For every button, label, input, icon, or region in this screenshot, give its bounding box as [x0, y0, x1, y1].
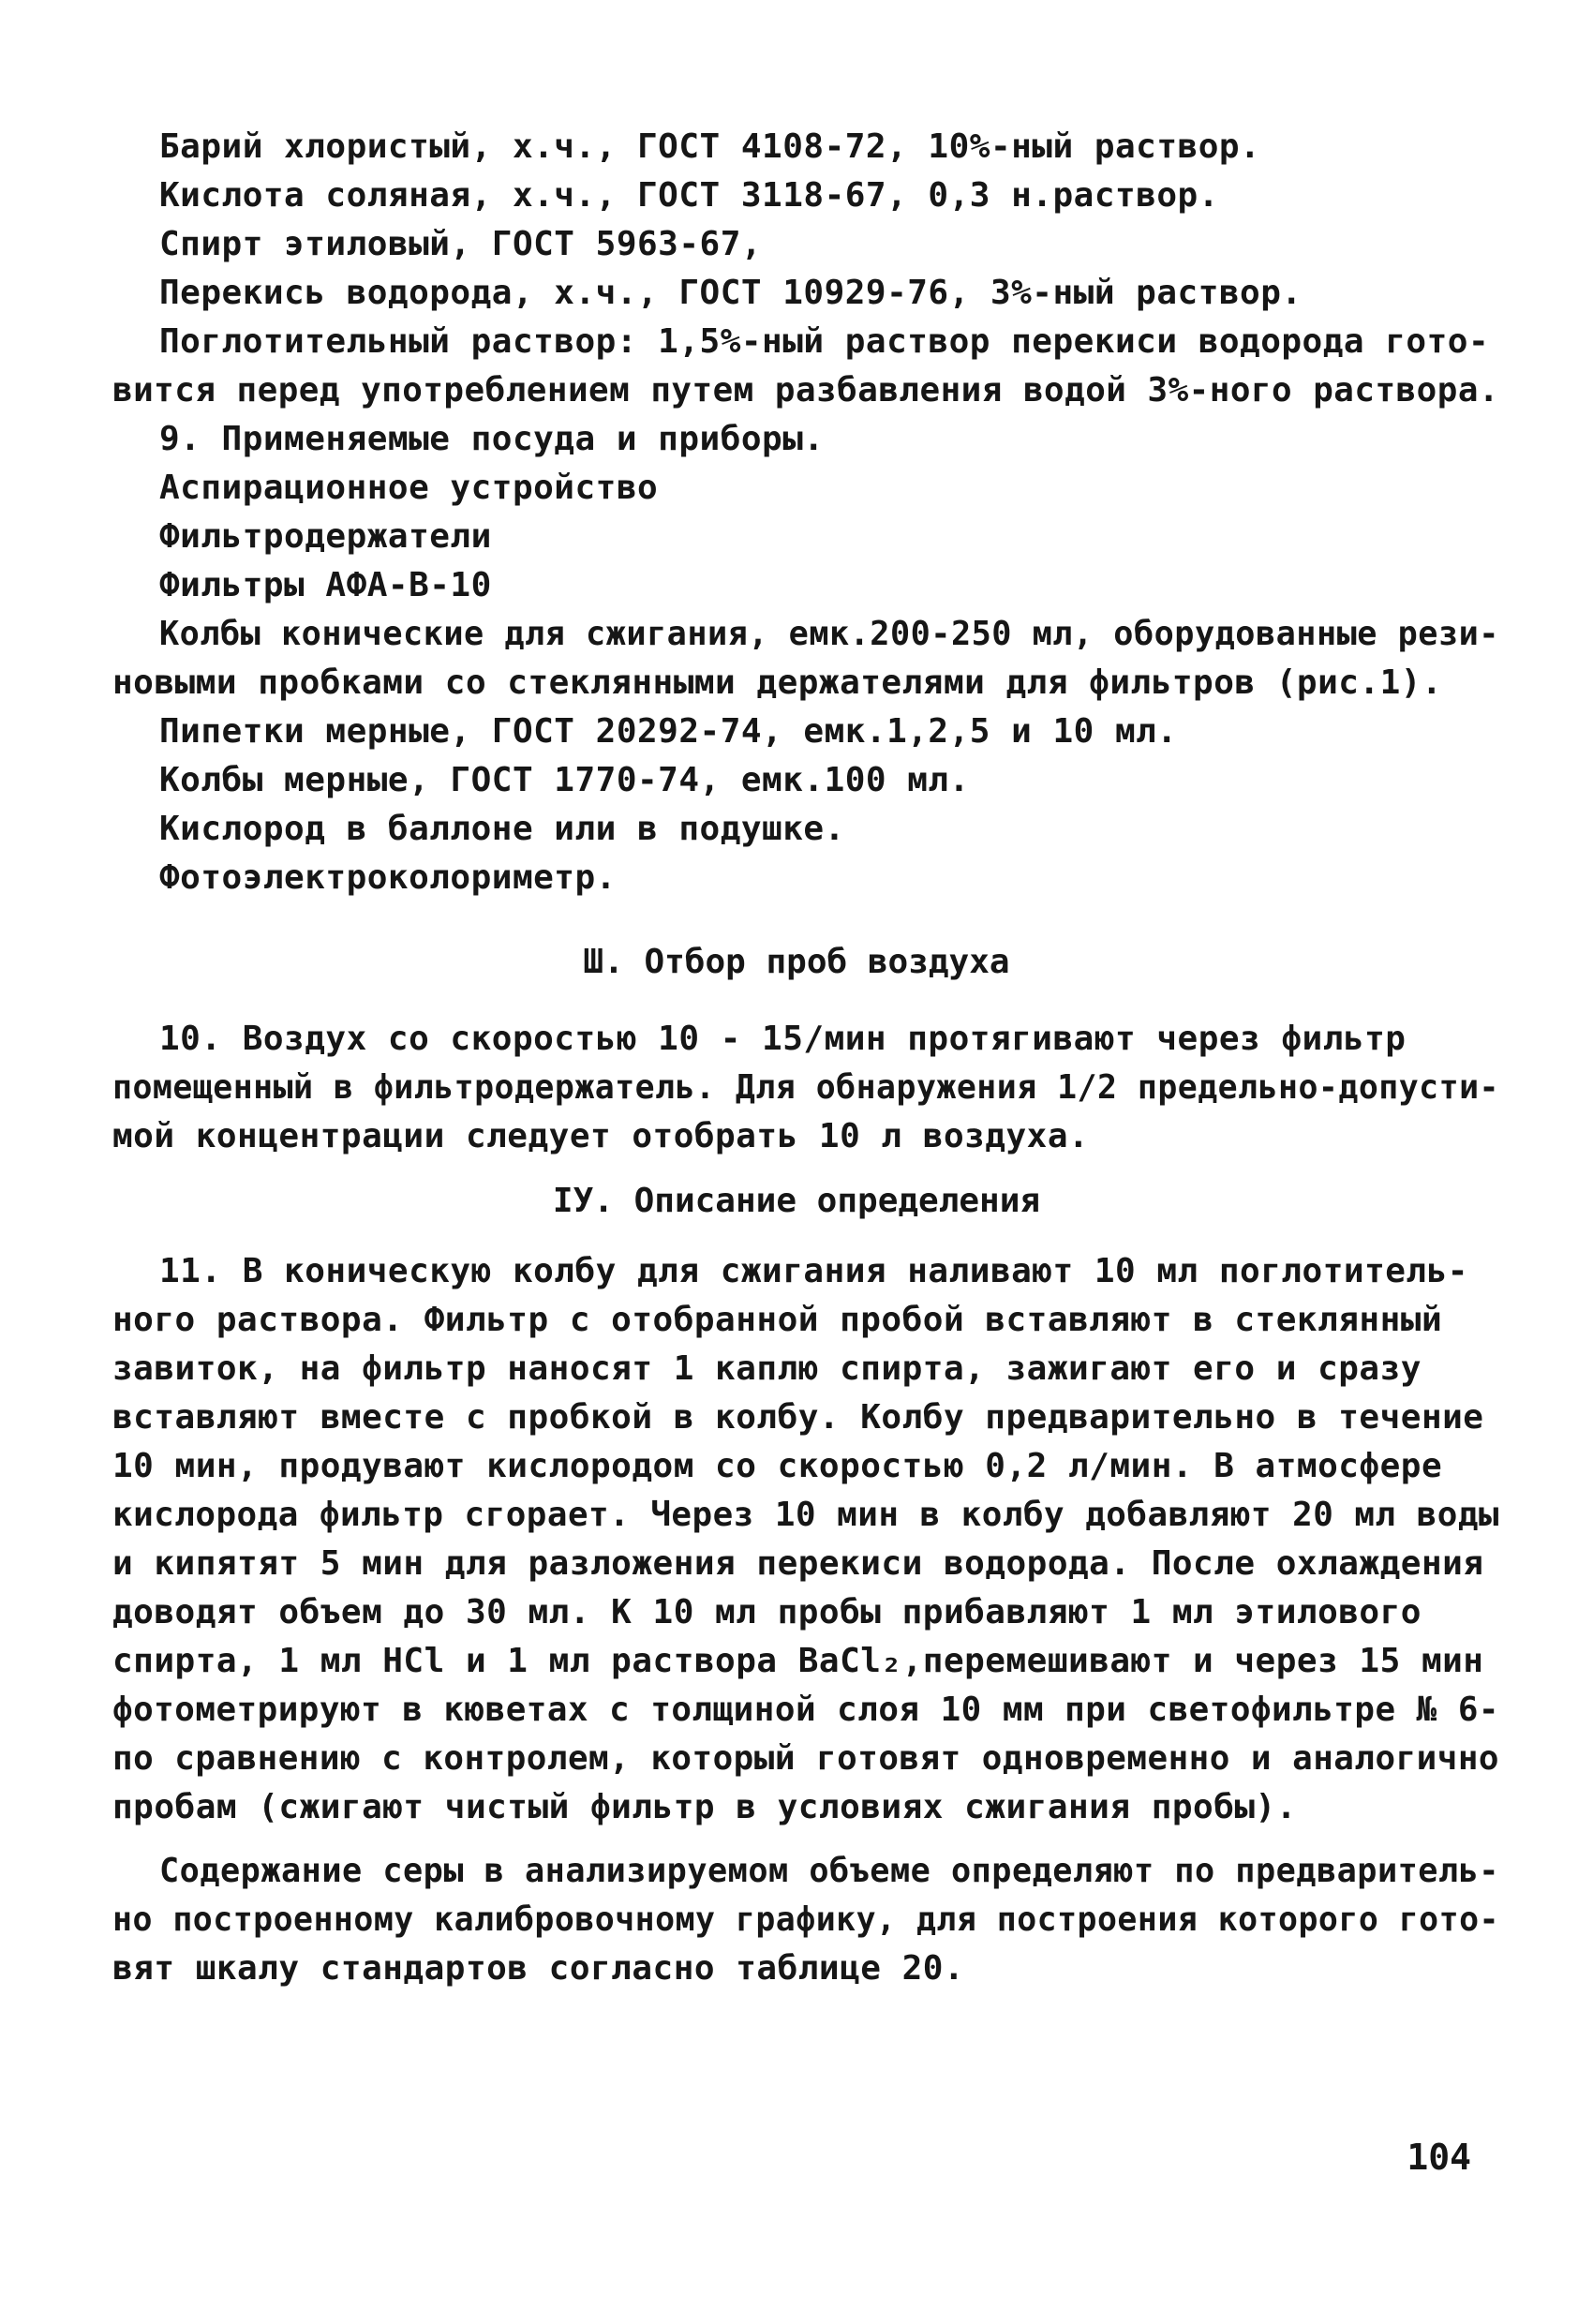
paragraph-line: по сравнению с контролем, который готовят одновременно и аналогично [112, 1739, 1500, 1778]
equipment-item: Аспирационное устройство [159, 469, 659, 507]
paragraph-line: ного раствора. Фильтр с отобранной пробой вставляют в стеклянный [112, 1301, 1443, 1339]
equipment-item: Фильтродержатели [159, 517, 492, 556]
reagent-line: Барий хлористый, х.ч., ГОСТ 4108-72, 10%-ный раствор. [159, 127, 1261, 166]
paragraph-line: доводят объем до 30 мл. К 10 мл пробы прибавляют 1 мл этилового [112, 1593, 1422, 1631]
paragraph-line: кислорода фильтр сгорает. Через 10 мин в колбу добавляют 20 мл воды [112, 1496, 1500, 1534]
paragraph-line: 10 мин, продувают кислородом со скоростью 0,2 л/мин. В атмосфере [112, 1447, 1443, 1485]
paragraph-line: помещенный в фильтродержатель. Для обнаружения 1/2 предельно-допусти- [112, 1068, 1499, 1107]
paragraph-line: спирта, 1 мл HCl и 1 мл раствора BaCl₂,перемешивают и через 15 мин [112, 1642, 1484, 1680]
equipment-item: Фильтры АФА-В-10 [159, 566, 492, 604]
paragraph-line: вят шкалу стандартов согласно таблице 20. [112, 1949, 965, 1988]
paragraph-line: Содержание серы в анализируемом объеме определяют по предваритель- [159, 1852, 1499, 1890]
section-3-heading: Ш. Отбор проб воздуха [583, 943, 1010, 981]
reagent-line: Кислота соляная, х.ч., ГОСТ 3118-67, 0,3 н.раствор. [159, 176, 1219, 215]
paragraph-line: пробам (сжигают чистый фильтр в условиях сжигания пробы). [112, 1788, 1297, 1826]
paragraph-line: мой концентрации следует отобрать 10 л воздуха. [112, 1117, 1090, 1155]
section-9-title: 9. Применяемые посуда и приборы. [159, 420, 825, 458]
reagent-line: Спирт этиловый, ГОСТ 5963-67, [159, 225, 763, 263]
flask-line: Колбы конические для сжигания, емк.200-250 мл, оборудованные рези- [159, 615, 1499, 653]
paragraph-line: 11. В коническую колбу для сжигания наливают 10 мл поглотитель- [159, 1252, 1468, 1290]
flask-line: новыми пробками со стеклянными держателями для фильтров (рис.1). [112, 663, 1443, 702]
section-4-heading: IУ. Описание определения [552, 1182, 1041, 1220]
equipment-item: Пипетки мерные, ГОСТ 20292-74, емк.1,2,5 и 10 мл. [159, 712, 1178, 751]
paragraph-line: но построенному калибровочному графику, для построения которого гото- [112, 1900, 1499, 1939]
paragraph-line: и кипятят 5 мин для разложения перекиси водорода. После охлаждения [112, 1544, 1484, 1583]
reagent-line: Перекись водорода, х.ч., ГОСТ 10929-76, 3%-ный раствор. [159, 274, 1303, 312]
page-number: 104 [1407, 2137, 1471, 2178]
paragraph-line: вставляют вместе с пробкой в колбу. Колбу предварительно в течение [112, 1398, 1484, 1437]
paragraph-line: 10. Воздух со скоростью 10 - 15/мин протягивают через фильтр [159, 1020, 1407, 1058]
equipment-item: Фотоэлектроколориметр. [159, 858, 617, 897]
absorbent-line: вится перед употреблением путем разбавления водой 3%-ного раствора. [112, 371, 1500, 410]
paragraph-line: фотометрируют в кюветах с толщиной слоя 10 мм при светофильтре № 6- [112, 1691, 1500, 1729]
paragraph-line: завиток, на фильтр наносят 1 каплю спирта, зажигают его и сразу [112, 1349, 1422, 1388]
equipment-item: Колбы мерные, ГОСТ 1770-74, емк.100 мл. [159, 761, 970, 799]
absorbent-line: Поглотительный раствор: 1,5%-ный раствор перекиси водорода гото- [159, 322, 1490, 361]
equipment-item: Кислород в баллоне или в подушке. [159, 810, 845, 848]
